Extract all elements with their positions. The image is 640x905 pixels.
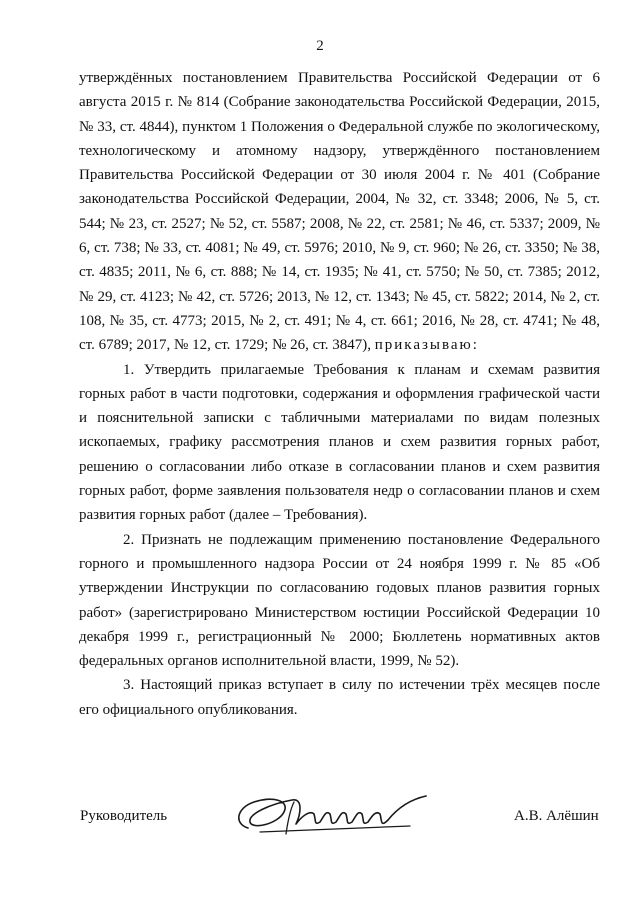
paragraph-preamble bbox=[79, 66, 600, 358]
paragraph-item-3: 3. Настоящий приказ вступает в силу по истечении трёх месяцев после его официального опубликования. bbox=[79, 677, 600, 718]
preamble-text: утверждённых постановлением Правительства Российской Федерации от 6 августа 2015 г. № 814 (Собрание законодательства Российской Федерации, 2015, № 33, ст. 4844), пунктом 1 Положения о Федеральной службе по экологическому, технологическому и атомному надзору, утверждённого постановлением Правительства Российской Федерации от 30 июля 2004 г. № 401 (Собрание законодательства Российской Федерации, 2004, № 32, ст. 3348; 2006, № 5, ст. 544; № 23, ст. 2527; № 52, ст. 5587; 2008, № 22, ст. 2581; № 46, ст. 5337; 2009, № 6, ст. 738; № 33, ст. 4081; № 49, ст. 5976; 2010, № 9, ст. 960; № 26, ст. 3350; № 38, ст. 4835; 2011, № 6, ст. 888; № 14, ст. 1935; № 41, ст. 5750; № 50, ст. 7385; 2012, № 29, ст. 4123; № 42, ст. 5726; 2013, № 12, ст. 1343; № 45, ст. 5822; 2014, № 2, ст. 108, № 35, ст. 4773; 2015, № 2, ст. 491; № 4, ст. 661; 2016, № 28, ст. 4741; № 48, ст. 6789; 2017, № 12, ст. 1729; № 26, ст. 3847), bbox=[79, 70, 600, 354]
signatory-title: Руководитель bbox=[80, 808, 168, 824]
document-body bbox=[79, 66, 600, 722]
handwritten-signature bbox=[230, 786, 440, 846]
order-word: приказываю: bbox=[374, 337, 479, 354]
signatory-name: А.В. Алёшин bbox=[514, 808, 599, 824]
paragraph-item-2: 2. Признать не подлежащим применению постановление Федерального горного и промышленного надзора России от 24 ноября 1999 г. № 85 «Об утверждении Инструкции по согласованию годовых планов развития горных работ» (зарегистрировано Министерством юстиции Российской Федерации 10 декабря 1999 г., регистрационный № 2000; Бюллетень нормативных актов федеральных органов исполнительной власти, 1999, № 52). bbox=[79, 531, 600, 670]
page-number: 2 bbox=[316, 38, 324, 54]
paragraph-item-1: 1. Утвердить прилагаемые Требования к планам и схемам развития горных работ в части подготовки, содержания и оформления графической части и пояснительной записки с табличными материалами по видам полезных ископаемых, графику рассмотрения планов и схем развития горных работ, решению о согласовании либо отказе в согласовании планов и схем развития горных работ, форме заявления пользователя недр о согласовании планов и схем развития горных работ (далее – Требования). bbox=[79, 361, 600, 524]
